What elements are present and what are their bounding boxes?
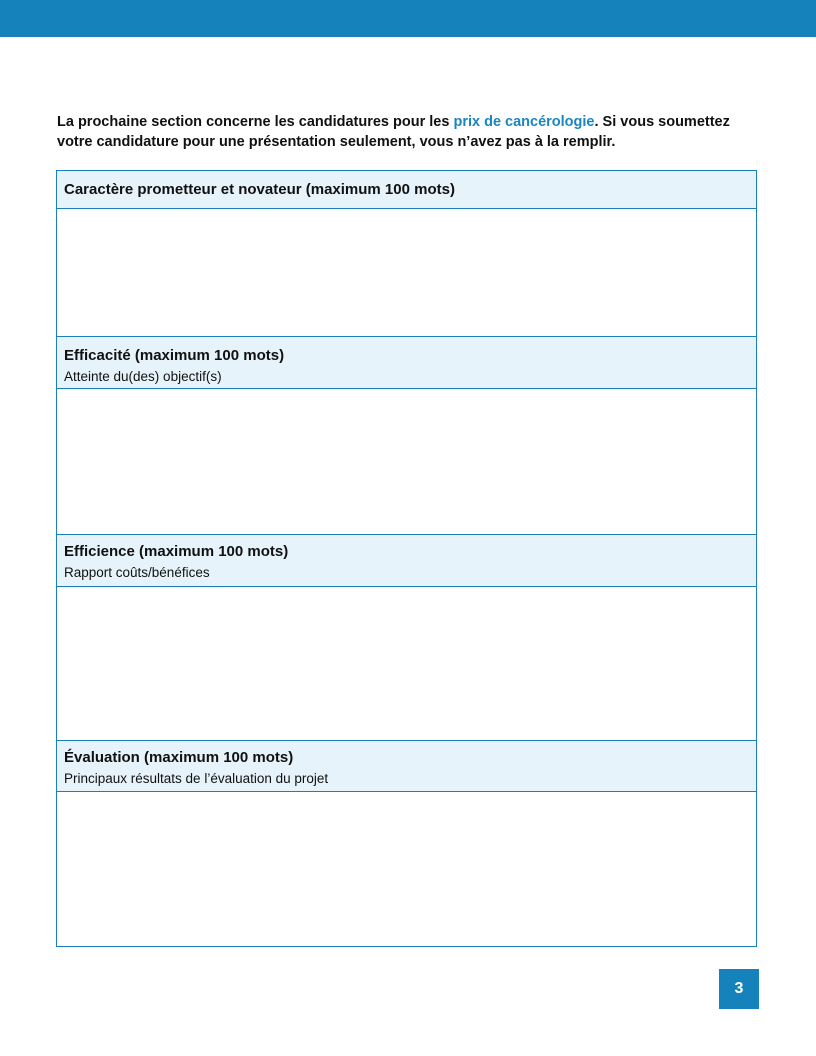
section-title: Caractère prometteur et novateur (maximum 100 mots) [64, 181, 455, 198]
section-subtitle: Rapport coûts/bénéfices [64, 565, 210, 580]
intro-paragraph [57, 112, 757, 152]
application-form-table [56, 170, 757, 947]
answer-field-evaluation[interactable] [57, 792, 756, 947]
section-header-efficacite [57, 337, 756, 389]
section-title: Évaluation (maximum 100 mots) [64, 749, 294, 766]
intro-text-end: . Si vous soumettez votre candidature pour une présentation seulement, vous n’avez pas à la remplir. [57, 114, 730, 150]
section-title: Efficacité (maximum 100 mots) [64, 347, 285, 364]
answer-field-caractere[interactable] [57, 209, 756, 337]
section-subtitle: Principaux résultats de l’évaluation du projet [64, 771, 329, 786]
cancer-prize-link[interactable]: prix de cancérologie [453, 114, 595, 130]
section-header-efficience [57, 535, 756, 587]
intro-text-start: La prochaine section concerne les candidatures pour les [57, 114, 454, 130]
answer-field-efficience[interactable] [57, 587, 756, 741]
top-header-bar [0, 0, 816, 37]
section-header-evaluation [57, 741, 756, 792]
section-subtitle: Atteinte du(des) objectif(s) [64, 369, 222, 384]
answer-field-efficacite[interactable] [57, 389, 756, 535]
section-title: Efficience (maximum 100 mots) [64, 543, 289, 560]
section-header-caractere [57, 171, 756, 209]
page-number-badge: 3 [719, 969, 759, 1009]
